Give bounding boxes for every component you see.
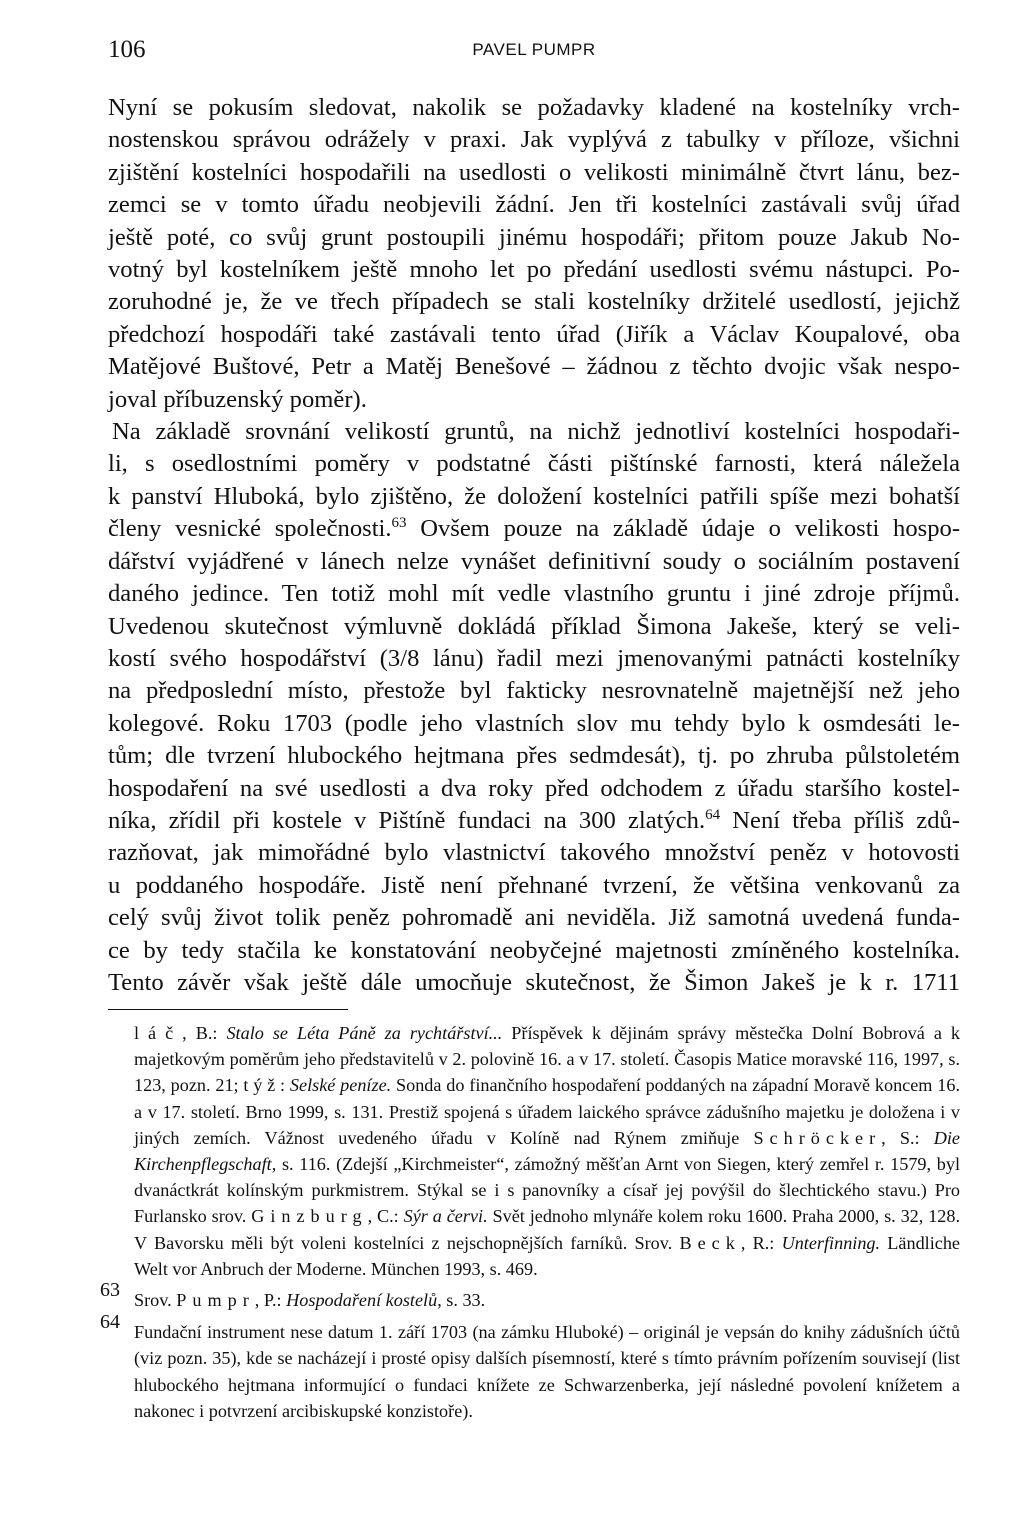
citation-title: Die Kirchenpflegschaft: [134, 1127, 960, 1175]
text-line: zemci se v tomto úřadu neobjevili žádní. Jen tři kostelníci zastávali svůj úřad: [108, 191, 960, 219]
text-line: Na základě srovnání velikostí gruntů, na nichž jednotliví kostelníci hospodaři-: [112, 418, 960, 446]
footnote-text: [134, 1287, 960, 1313]
footnote-ref-64[interactable]: 64: [705, 806, 721, 823]
citation-title: Sýr a červi.: [403, 1206, 488, 1227]
text-segment: členy vesnické společnosti.: [108, 515, 392, 543]
text-segment: Sonda do finančního hospodaření poddaných na západní Moravě koncem 16. a v 17. století. Brno 1999, s. 131. Prestiž spojená s úřadem laického správce zádušního majetku je doložena i v jiných zemích. Vážnost uvedeného úřadu v Kolíně nad Rýnem zmiňuje: [134, 1075, 961, 1148]
footnote-text: [134, 1020, 960, 1282]
text-line: zjištění kostelníci hospodařili na usedlosti o velikosti minimálně čtvrt lánu, bez-: [108, 158, 960, 186]
text-segment: Ländliche Welt vor Anbruch der Moderne. München 1993, s. 469.: [134, 1232, 961, 1279]
citation-title: Selské peníze.: [289, 1075, 392, 1096]
text-segment: , s. 116. (Zdejší „Kirchmeister“, zámožný měšťan Arnt von Siegen, který zemřel r. 1579, byl dvanáctkrát kolínským purkmistrem. Stýkal se i s panovníky a císař jej povýšil do šlechtického stavu.) Pro Furlansko srov.: [134, 1154, 960, 1227]
text-segment: , s. 33.: [437, 1290, 486, 1311]
text-segment: níka, zřídil při kostele v Pištíně fundaci na 300 zlatých.: [108, 806, 706, 834]
citation-title: Hospodaření kostelů: [286, 1290, 438, 1311]
text-line: celý svůj život tolik peněz pohromadě ani neviděla. Již samotná uvedená funda-: [108, 904, 960, 932]
text-segment: , P.:: [254, 1290, 287, 1311]
text-line: hospodaření na své usedlosti a dva roky před odchodem z úřadu staršího kostel-: [108, 774, 960, 802]
citation-title: Stalo se Léta Páně za rychtářství...: [226, 1023, 503, 1043]
main-text: [108, 92, 960, 999]
footnote-64: [100, 1311, 960, 1424]
text-segment: , R.:: [740, 1232, 782, 1253]
paragraph-1: [108, 92, 960, 416]
text-segment: Ovšem pouze na základě údaje o velikosti hospo-: [406, 515, 961, 543]
page-number: 106: [108, 36, 146, 63]
text-line: kolegové. Roku 1703 (podle jeho vlastních slov mu tehdy bylo k osmdesáti le-: [108, 709, 960, 737]
text-line: Uvedenou skutečnost výmluvně dokládá příklad Šimona Jakeše, který se veli-: [108, 612, 960, 640]
text-segment: Není třeba příliš zdů-: [720, 806, 960, 834]
footnote-number: 63: [100, 1279, 120, 1302]
text-line: kostí svého hospodářství (3/8 lánu) řadil mezi jmenovanými patnácti kostelníky: [108, 644, 960, 672]
footnote-divider: [108, 1009, 348, 1010]
text-line: ještě poté, co svůj grunt postoupili jinému hospodáři; přitom pouze Jakub No-: [108, 223, 960, 251]
text-line: u poddaného hospodáře. Jistě není přehnané tvrzení, že většina venkovanů za: [108, 871, 960, 899]
text-line: [108, 805, 960, 837]
author-name: Pumpr: [176, 1290, 255, 1311]
text-segment: Srov.: [134, 1290, 177, 1311]
text-line: Matějové Buštové, Petr a Matěj Benešové – žádnou z těchto dvojic však nespo-: [108, 353, 960, 381]
text-line: razňovat, jak mimořádné bylo vlastnictví takového množství peněz v hotovosti: [108, 839, 960, 867]
author-name: Beck: [679, 1232, 741, 1253]
text-line: k panství Hluboká, bylo zjištěno, že doložení kostelníci patřili spíše mezi bohatší: [108, 482, 960, 510]
citation-title: Unterfinning.: [781, 1232, 881, 1253]
text-segment: Svět jednoho mlynáře kolem roku 1600. Praha 2000, s. 32, 128. V Bavorsku měli být voleni kostelníci z nejschopnějších farníků. Srov.: [134, 1206, 961, 1253]
text-line: li, s osedlostními poměry v podstatné části pištínské farnosti, která náležela: [108, 450, 960, 478]
text-line: dářství vyjádřené v lánech nelze vynášet definitivní soudy o sociálním postavení: [108, 547, 960, 575]
text-line: tům; dle tvrzení hlubockého hejtmana přes sedmdesát), tj. po zhruba půlstoletém: [108, 742, 960, 770]
text-line: nostenskou správou odrážely v praxi. Jak vyplývá z tabulky v příloze, všichni: [108, 126, 960, 154]
text-line: [108, 513, 960, 545]
text-segment: , S.:: [881, 1127, 934, 1148]
author-name: Ginzburg: [251, 1206, 368, 1227]
text-line: daného jedince. Ten totiž mohl mít vedle vlastního gruntu i jiné zdroje příjmů.: [108, 580, 960, 608]
author-name: l á č , B.:: [134, 1023, 227, 1043]
text-segment: , C.:: [367, 1206, 404, 1227]
footnote-63: [100, 1279, 960, 1313]
page-header: [108, 36, 960, 66]
text-line: ce by tedy stačila ke konstatování neobyčejné majetnosti zmíněného kostelníka.: [108, 936, 960, 964]
footnote-text: Fundační instrument nese datum 1. září 1703 (na zámku Hluboké) – originál je vepsán do knihy zádušních účtů (viz pozn. 35), kde se nacházejí i prosté opisy dalších písemností, které s tímto právním pořízením souvisejí (list hlubockého hejtmana informující o fundaci knížete ze Schwarzenberka, její následné povolení knížetem a nakonec i potvrzení arcibiskupské konzistoře).: [134, 1322, 960, 1421]
text-line: votný byl kostelníkem ještě mnoho let po předání usedlosti svému nástupci. Po-: [108, 256, 960, 284]
text-line: na předposlední místo, přestože byl fakticky nesrovnatelně majetnější než jeho: [108, 677, 960, 705]
text-line: joval příbuzenský poměr).: [108, 385, 367, 413]
footnote-ref-63[interactable]: 63: [391, 515, 407, 532]
author-name: Schröcker: [753, 1127, 882, 1148]
text-line: Tento závěr však ještě dále umocňuje skutečnost, že Šimon Jakeš je k r. 1711: [108, 968, 960, 996]
text-line: zoruhodné je, že ve třech případech se stali kostelníky držitelé usedlostí, jejichž: [108, 288, 960, 316]
footnote-number: 64: [100, 1311, 120, 1334]
text-line: Nyní se pokusím sledovat, nakolik se požadavky kladené na kostelníky vrch-: [108, 94, 960, 121]
running-head: PAVEL PUMPR: [472, 40, 596, 59]
text-segment: Příspěvek k dějinám správy městečka Dolní Bobrová a k majetkovým poměrům jeho představitelů v 2. polovině 16. a v 17. století. Časopis Matice moravské 116, 1997, s. 123, pozn. 21; t ý ž :: [134, 1023, 961, 1096]
footnote-62-continued: [108, 1020, 960, 1282]
paragraph-2: [108, 416, 960, 999]
footnotes: [100, 1020, 961, 1424]
text-line: předchozí hospodáři také zastávali tento úřad (Jiřík a Václav Koupalové, oba: [108, 320, 960, 348]
